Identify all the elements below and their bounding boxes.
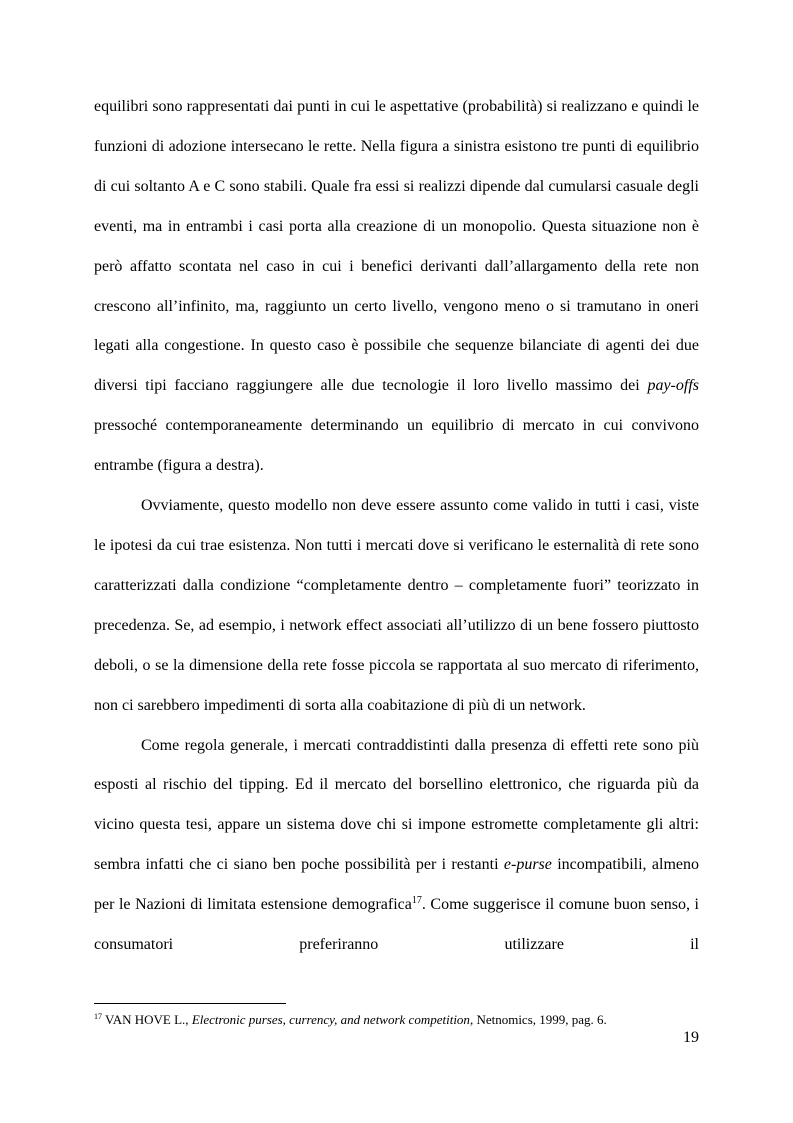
page-body [94, 87, 699, 965]
footnote-number: 17 [94, 1012, 102, 1021]
paragraph-3-italic-e-purse: e-purse [503, 856, 552, 874]
paragraph-1-text-a: equilibri sono rappresentati dai punti in cui le aspettative (probabilità) si realizzano e quindi le funzioni di adozione intersecano le rette. Nella figura a sinistra esistono tre punti di equilibrio di cui soltanto A e C sono stabili. Quale fra essi si realizzi dipende dal cumularsi casuale degli eventi, ma in entrambi i casi porta alla creazione di un monopolio. Questa situazione non è però affatto scontata nel caso in cui i benefici derivanti dall’allargamento della rete non crescono all’infinito, ma, raggiunto un certo livello, vengono meno o si tramutano in oneri legati alla congestione. In questo caso è possibile che sequenze bilanciate di agenti dei due diversi tipi facciano raggiungere alle due tecnologie il loro livello massimo dei [94, 98, 699, 395]
footnote-title: Electronic purses, currency, and network competition [191, 1012, 470, 1027]
paragraph-3-text-a: Come regola generale, i mercati contraddistinti dalla presenza di effetti rete sono più esposti al rischio del tipping. Ed il mercato del borsellino elettronico, che riguarda più da vicino questa tesi, appare un sistema dove chi si impone estromette completamente gli altri: sembra infatti che ci siano ben poche possibilità per i restanti [94, 736, 699, 874]
paragraph-3-text-c: . Come suggerisce il comune buon senso, i consumatori preferiranno utilizzare il [94, 896, 700, 954]
paragraph-1 [94, 87, 699, 486]
paragraph-3-text-b: incompatibili, almeno per le Nazioni di limitata estensione demografica [94, 856, 699, 914]
paragraph-1-italic-pay-offs: pay-offs [647, 377, 699, 395]
footnote-source: , Netnomics, 1999, pag. 6. [469, 1012, 607, 1027]
footnote-separator [94, 1003, 286, 1004]
paragraph-1-text-b: pressoché contemporaneamente determinando un equilibrio di mercato in cui convivono entrambe (figura a destra). [94, 417, 699, 475]
footnote-reference[interactable]: 17 [411, 895, 422, 907]
paragraph-3 [94, 726, 699, 965]
footnote [94, 1012, 699, 1028]
page-number: 19 [683, 1029, 699, 1046]
footnote-author: VAN HOVE L., [102, 1012, 192, 1027]
paragraph-2: Ovviamente, questo modello non deve essere assunto come valido in tutti i casi, viste le ipotesi da cui trae esistenza. Non tutti i mercati dove si verificano le esternalità di rete sono caratterizzati dalla condizione “completamente dentro – completamente fuori” teorizzato in precedenza. Se, ad esempio, i network effect associati all’utilizzo di un bene fossero piuttosto deboli, o se la dimensione della rete fosse piccola se rapportata al suo mercato di riferimento, non ci sarebbero impedimenti di sorta alla coabitazione di più di un network. [94, 497, 699, 714]
